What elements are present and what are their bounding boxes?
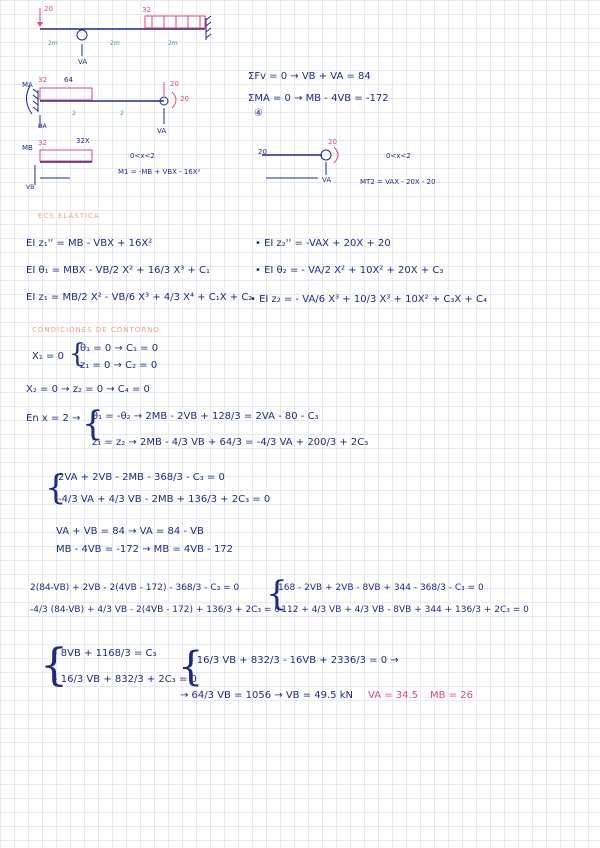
section-boundary-heading: CONDICIONES DE CONTORNO <box>32 326 160 334</box>
top-pin-support <box>77 30 87 40</box>
elastic-right-2: • EI θ₂ = - VA/2 X² + 10X² + 20X + C₃ <box>255 265 444 276</box>
cut2-moment-label: 20 <box>258 148 267 156</box>
section-elastic-heading: ECS ELÁSTICA <box>38 212 100 220</box>
system2-brace: { <box>266 574 288 614</box>
system3-line2: - 16/3 VB + 832/3 + 2C₃ = 0 <box>54 674 197 685</box>
elastic-left-2: EI θ₁ = MBX - VB/2 X² + 16/3 X³ + C₁ <box>26 265 211 276</box>
cut1-load-label: 32 <box>38 139 47 147</box>
boundary-brace: { <box>69 339 86 369</box>
elastic-right-3: • EI z₂ = - VA/6 X³ + 10/3 X³ + 10X² + C₃X + C₄ <box>250 294 487 305</box>
system1-line1: 2VA + 2VB - 2MB - 368/3 - C₃ = 0 <box>58 472 225 483</box>
top-span2-label: 2m <box>110 40 120 47</box>
elastic-left-1: EI z₁'' = MB - VBX + 16X² <box>26 238 153 249</box>
fbd-moment-left-label: MA <box>22 81 33 89</box>
continuity-line2: z₁ = z₂ → 2MB - 4/3 VB + 64/3 = -4/3 VA + 200/3 + 2C₃ <box>92 437 369 448</box>
result-va: VA = 34.5 <box>368 690 419 701</box>
boundary-x2: X₂ = 0 → z₂ = 0 → C₄ = 0 <box>26 384 150 395</box>
cut2-range: 0<x<2 <box>386 152 411 160</box>
equilibrium-mark: ④ <box>254 108 263 119</box>
elastic-right-1: • EI z₂'' = -VAX + 20X + 20 <box>255 238 391 249</box>
top-load-left-label: 20 <box>44 5 53 13</box>
elastic-left-3: EI z₁ = MB/2 X² - VB/6 X³ + 4/3 X⁴ + C₁X + C₂ <box>26 292 253 303</box>
cut2-reaction-label: VA <box>322 176 332 184</box>
top-wall <box>206 16 211 40</box>
subs-line1: VA + VB = 84 → VA = 84 - VB <box>56 526 204 537</box>
cut2-moment-arc <box>334 147 338 163</box>
cut2-moment-eq: MT2 = VAX - 20X - 20 <box>360 178 436 186</box>
fbd-resultant-label: 64 <box>64 76 73 84</box>
cut1-shear-label: VB <box>26 184 35 191</box>
top-support-label: VA <box>78 58 88 66</box>
system2-right-1: 168 - 2VB + 2VB - 8VB + 344 - 368/3 - C₃ = 0 <box>278 583 484 593</box>
fbd-moment-arc-right <box>172 92 176 108</box>
system4-line1: - 16/3 VB + 832/3 - 16VB + 2336/3 = 0 → <box>190 655 399 666</box>
top-load-arrowhead-left <box>37 22 43 27</box>
fbd-moment-arc-left <box>26 86 32 114</box>
fbd-load-right-label: 20 <box>170 80 179 88</box>
continuity-prefix: En x = 2 → <box>26 413 81 424</box>
cut1-range: 0<x<2 <box>130 152 155 160</box>
fbd-wall <box>33 89 38 112</box>
continuity-brace: { <box>82 404 104 444</box>
cut2-pin <box>321 150 331 160</box>
top-dist-load <box>145 16 205 28</box>
result-mb: MB = 26 <box>430 690 473 701</box>
system3-line1: - 8VB + 1168/3 = C₃ <box>54 648 157 659</box>
cut1-dist-load <box>40 150 92 161</box>
system4-line2: → 64/3 VB = 1056 → VB = 49.5 kN <box>180 690 353 701</box>
fbd-len1-label: 2 <box>72 110 76 117</box>
fbd-dist-load <box>40 88 92 100</box>
cut1-moment-label: MB <box>22 144 33 152</box>
top-span3-label: 2m <box>168 40 178 47</box>
cut1-resultant-label: 32X <box>76 137 90 145</box>
fbd-dist-load-label: 32 <box>38 76 47 84</box>
boundary-theta: θ₁ = 0 → C₁ = 0 <box>80 343 159 354</box>
fbd-reaction-left-label: HA <box>38 123 47 130</box>
top-load-right-label: 32 <box>142 6 151 14</box>
top-span1-label: 2m <box>48 40 58 47</box>
subs-line2: MB - 4VB = -172 → MB = 4VB - 172 <box>56 544 234 555</box>
equilibrium-forces: ΣFv = 0 → VB + VA = 84 <box>248 71 371 82</box>
system1-line2: -4/3 VA + 4/3 VB - 2MB + 136/3 + 2C₃ = 0 <box>58 494 271 505</box>
boundary-x1: X₁ = 0 <box>32 351 64 362</box>
fbd-moment-right-label: 20 <box>180 95 189 103</box>
equilibrium-moments: ΣMA = 0 → MB - 4VB = -172 <box>248 93 389 104</box>
boundary-z: z₁ = 0 → C₂ = 0 <box>80 360 158 371</box>
cut1-moment-eq: M1 = -MB + VBX - 16X² <box>118 168 201 176</box>
system2-left-2: -4/3 (84-VB) + 4/3 VB - 2(4VB - 172) + 136/3 + 2C₃ = 0 <box>30 605 281 615</box>
system4-brace: { <box>178 644 204 690</box>
cut2-load-label: 20 <box>328 138 337 146</box>
system1-brace: { <box>45 468 67 508</box>
continuity-line1: θ₁ = -θ₂ → 2MB - 2VB + 128/3 = 2VA - 80 - C₃ <box>92 411 319 422</box>
system3-brace: { <box>40 640 68 691</box>
system2-left-1: 2(84-VB) + 2VB - 2(4VB - 172) - 368/3 - C₃ = 0 <box>30 583 240 593</box>
fbd-reaction-right-label: VA <box>157 127 167 135</box>
top-dist-arrows <box>152 16 200 28</box>
fbd-len2-label: 2 <box>120 110 124 117</box>
system2-right-2: -112 + 4/3 VB + 4/3 VB - 8VB + 344 + 136/3 + 2C₃ = 0 <box>278 605 529 615</box>
